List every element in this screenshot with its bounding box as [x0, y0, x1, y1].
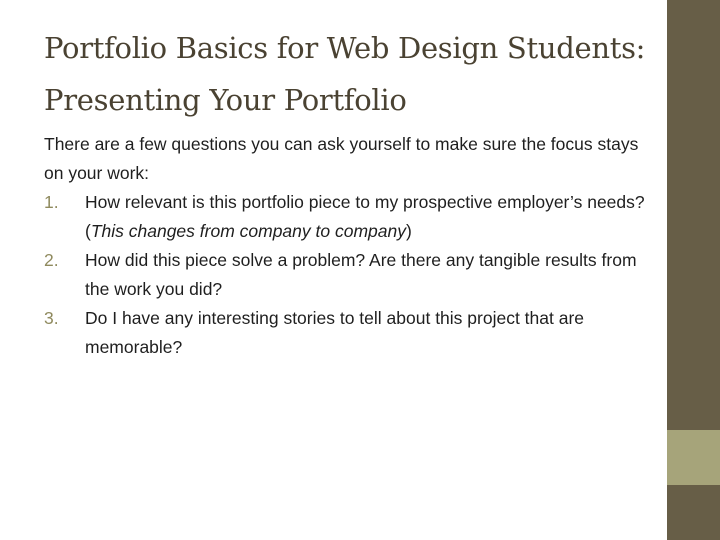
list-item-text-end: ) [405, 221, 412, 241]
list-number: 2. [44, 250, 59, 270]
question-list [44, 188, 654, 362]
list-number: 1. [44, 192, 59, 212]
list-item [44, 304, 654, 362]
slide-title: Portfolio Basics for Web Design Students: Presenting Your Portfolio [44, 31, 646, 117]
list-item [44, 188, 654, 246]
list-item-text: Do I have any interesting stories to tell about this project that are memorable? [85, 308, 585, 357]
slide-body [44, 130, 654, 362]
list-item-text [85, 188, 654, 246]
sidebar-accent-band [667, 430, 720, 485]
list-item-emphasis: This changes from company to company [90, 221, 406, 241]
intro-text: There are a few questions you can ask yourself to make sure the focus stays on your work: [44, 134, 639, 183]
sidebar-dark-band [667, 0, 720, 430]
sidebar-dark-band-bottom [667, 485, 720, 540]
list-number: 3. [44, 308, 59, 328]
list-item-text-main: How relevant is this portfolio piece to my prospective employer’s needs? ( [85, 192, 645, 241]
list-item [44, 246, 654, 304]
list-item-text: How did this piece solve a problem? Are there any tangible results from the work you did? [85, 250, 637, 299]
